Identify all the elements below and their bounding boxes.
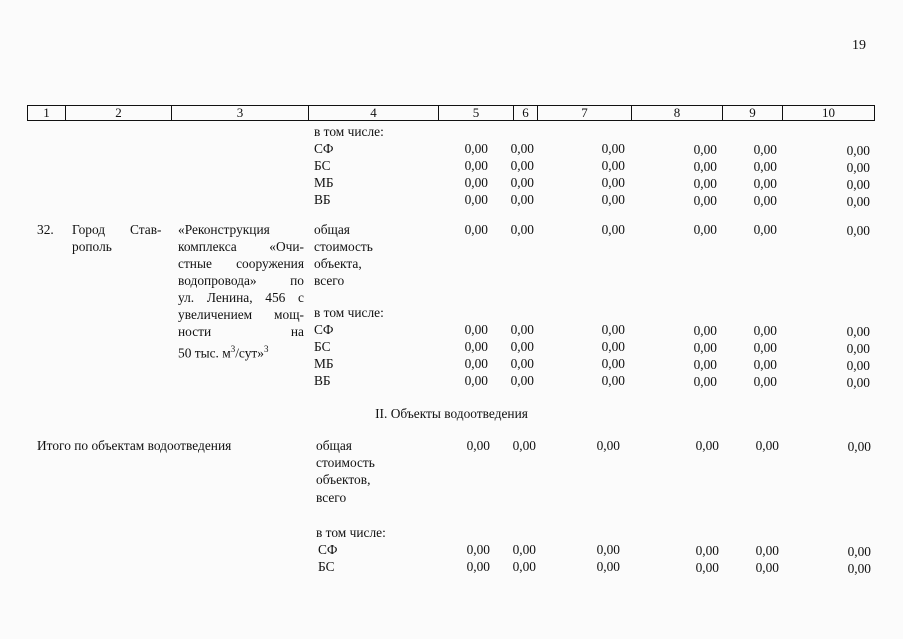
value-cell: 0,00 — [601, 175, 625, 190]
value-cell: 0,00 — [512, 542, 536, 557]
object-capacity-unit: /сут» — [235, 345, 264, 361]
value-cell: 0,00 — [693, 142, 717, 157]
object-name-line: увеличением мощ- — [178, 307, 304, 322]
row-number: 32. — [37, 222, 54, 237]
value-cell: 0,00 — [512, 438, 536, 453]
source-label-mb: МБ — [314, 175, 334, 190]
including-label: в том числе: — [314, 124, 384, 139]
header-col-2: 2 — [66, 106, 172, 120]
value-cell: 0,00 — [755, 560, 779, 575]
value-cell: 0,00 — [693, 323, 717, 338]
header-col-7: 7 — [538, 106, 632, 120]
header-col-3: 3 — [172, 106, 309, 120]
value-cell: 0,00 — [753, 193, 777, 208]
value-cell: 0,00 — [601, 192, 625, 207]
value-cell: 0,00 — [601, 373, 625, 388]
value-cell: 0,00 — [753, 222, 777, 237]
total-label-line: всего — [316, 490, 347, 505]
object-name-line: стные сооружения — [178, 256, 304, 271]
value-cell: 0,00 — [695, 543, 719, 558]
value-cell: 0,00 — [510, 356, 534, 371]
value-cell: 0,00 — [846, 375, 870, 390]
value-cell: 0,00 — [464, 158, 488, 173]
value-cell: 0,00 — [693, 193, 717, 208]
value-cell: 0,00 — [846, 177, 870, 192]
value-cell: 0,00 — [510, 141, 534, 156]
header-col-6: 6 — [514, 106, 538, 120]
value-cell: 0,00 — [464, 175, 488, 190]
source-label-bs: БС — [318, 559, 335, 574]
value-cell: 0,00 — [695, 560, 719, 575]
footnote-mark: 3 — [263, 344, 269, 354]
source-label-bs: БС — [314, 158, 331, 173]
total-label-line: общая — [314, 222, 350, 237]
object-capacity-text: 50 тыс. м — [178, 345, 231, 361]
total-label-line: всего — [314, 273, 345, 288]
value-cell: 0,00 — [693, 374, 717, 389]
value-cell: 0,00 — [510, 373, 534, 388]
value-cell: 0,00 — [693, 176, 717, 191]
header-col-5: 5 — [439, 106, 514, 120]
value-cell: 0,00 — [753, 340, 777, 355]
value-cell: 0,00 — [596, 438, 620, 453]
value-cell: 0,00 — [846, 341, 870, 356]
value-cell: 0,00 — [695, 438, 719, 453]
value-cell: 0,00 — [601, 141, 625, 156]
source-label-mb: МБ — [314, 356, 334, 371]
source-label-bs: БС — [314, 339, 331, 354]
source-label-vb: ВБ — [314, 373, 331, 388]
value-cell: 0,00 — [510, 158, 534, 173]
value-cell: 0,00 — [847, 561, 871, 576]
header-col-9: 9 — [723, 106, 783, 120]
value-cell: 0,00 — [601, 322, 625, 337]
value-cell: 0,00 — [596, 542, 620, 557]
value-cell: 0,00 — [753, 323, 777, 338]
value-cell: 0,00 — [846, 194, 870, 209]
value-cell: 0,00 — [466, 559, 490, 574]
value-cell: 0,00 — [693, 159, 717, 174]
header-col-4: 4 — [309, 106, 439, 120]
header-col-10: 10 — [822, 105, 835, 120]
value-cell: 0,00 — [601, 222, 625, 237]
including-label: в том числе: — [316, 525, 386, 540]
value-cell: 0,00 — [464, 141, 488, 156]
total-label-line: объекта, — [314, 256, 362, 271]
object-name-line: водопровода» по — [178, 273, 304, 288]
value-cell: 0,00 — [753, 176, 777, 191]
value-cell: 0,00 — [753, 374, 777, 389]
value-cell: 0,00 — [510, 322, 534, 337]
value-cell: 0,00 — [464, 356, 488, 371]
value-cell: 0,00 — [846, 160, 870, 175]
value-cell: 0,00 — [512, 559, 536, 574]
value-cell: 0,00 — [510, 222, 534, 237]
value-cell: 0,00 — [693, 222, 717, 237]
source-label-sf: СФ — [318, 542, 338, 557]
value-cell: 0,00 — [464, 373, 488, 388]
including-label: в том числе: — [314, 305, 384, 320]
table-header-row — [27, 105, 875, 121]
value-cell: 0,00 — [601, 339, 625, 354]
value-cell: 0,00 — [846, 223, 870, 238]
value-cell: 0,00 — [601, 356, 625, 371]
header-col-8: 8 — [632, 106, 723, 120]
value-cell: 0,00 — [846, 358, 870, 373]
value-cell: 0,00 — [464, 322, 488, 337]
value-cell: 0,00 — [596, 559, 620, 574]
value-cell: 0,00 — [510, 175, 534, 190]
object-name-line: ул. Ленина, 456 с — [178, 290, 304, 305]
city-name-part1: Город — [72, 222, 106, 237]
value-cell: 0,00 — [753, 357, 777, 372]
value-cell: 0,00 — [753, 142, 777, 157]
value-cell: 0,00 — [510, 192, 534, 207]
object-name-line: «Реконструкция — [178, 222, 270, 237]
value-cell: 0,00 — [846, 143, 870, 158]
source-label-sf: СФ — [314, 141, 334, 156]
value-cell: 0,00 — [464, 192, 488, 207]
value-cell: 0,00 — [847, 439, 871, 454]
total-label-line: общая — [316, 438, 352, 453]
page-number: 19 — [852, 38, 866, 53]
value-cell: 0,00 — [846, 324, 870, 339]
header-col-1: 1 — [28, 106, 66, 120]
value-cell: 0,00 — [601, 158, 625, 173]
object-name-line: комплекса «Очи- — [178, 239, 304, 254]
value-cell: 0,00 — [466, 542, 490, 557]
value-cell: 0,00 — [847, 544, 871, 559]
value-cell: 0,00 — [755, 438, 779, 453]
value-cell: 0,00 — [755, 543, 779, 558]
value-cell: 0,00 — [464, 222, 488, 237]
source-label-sf: СФ — [314, 322, 334, 337]
city-name-part2: Став- — [130, 222, 162, 237]
source-label-vb: ВБ — [314, 192, 331, 207]
total-label-line: стоимость — [316, 455, 375, 470]
total-label-line: объектов, — [316, 472, 371, 487]
section-title: II. Объекты водоотведения — [375, 406, 528, 421]
value-cell: 0,00 — [753, 159, 777, 174]
itogo-label: Итого по объектам водоотведения — [37, 438, 232, 453]
city-name-line2: рополь — [72, 239, 112, 254]
superscript: 3 — [230, 344, 236, 354]
object-name-line: ности на — [178, 324, 304, 339]
value-cell: 0,00 — [464, 339, 488, 354]
total-label-line: стоимость — [314, 239, 373, 254]
object-name-last-line — [178, 341, 268, 361]
value-cell: 0,00 — [510, 339, 534, 354]
value-cell: 0,00 — [693, 357, 717, 372]
value-cell: 0,00 — [693, 340, 717, 355]
value-cell: 0,00 — [466, 438, 490, 453]
